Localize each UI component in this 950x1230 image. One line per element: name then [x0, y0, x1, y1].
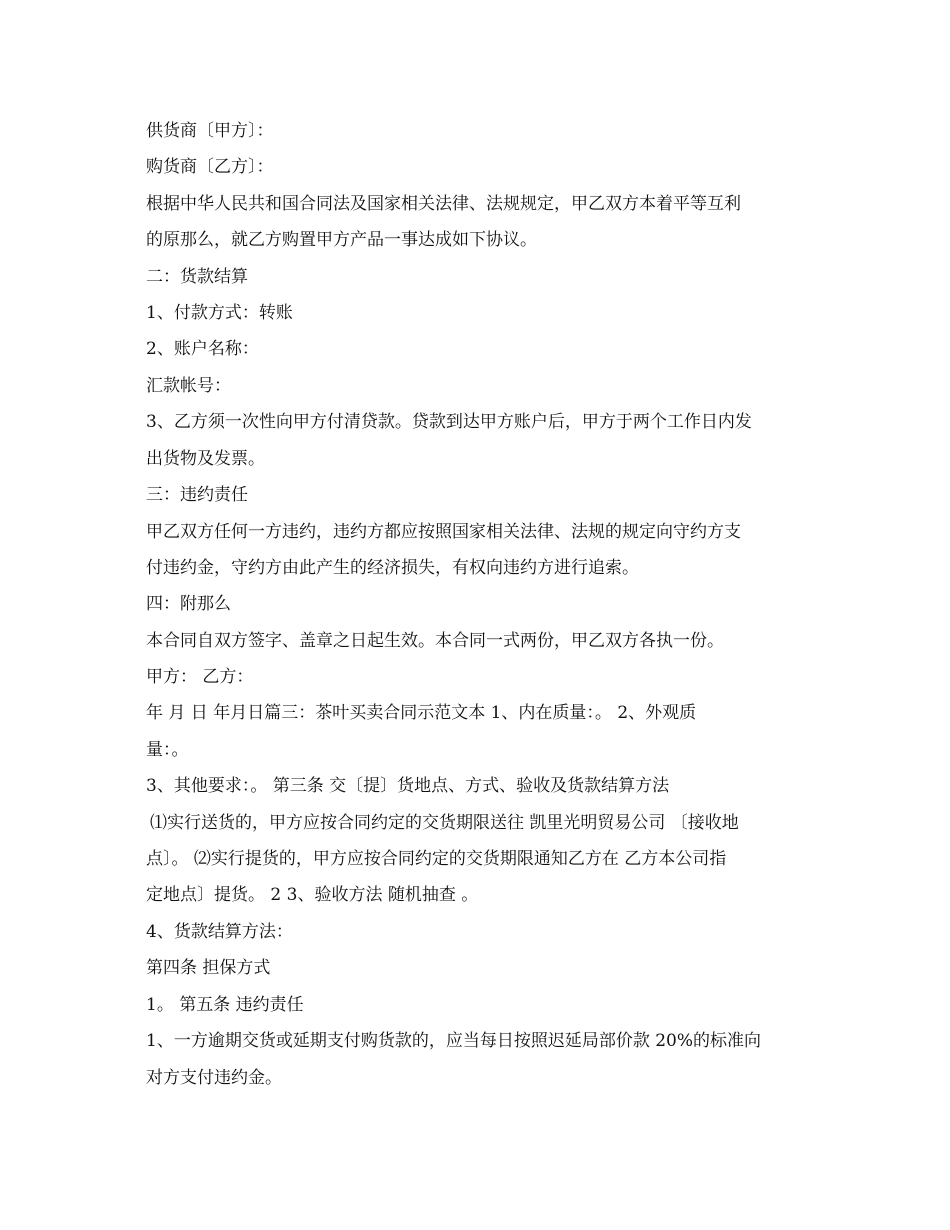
paragraph-line: 的原那么，就乙方购置甲方产品一事达成如下协议。 [146, 230, 537, 250]
paragraph-line: 1、一方逾期交货或延期支付购货款的，应当每日按照迟延局部价款 20%的标准向 [146, 1031, 762, 1051]
paragraph-line: 1。 第五条 违约责任 [146, 995, 304, 1015]
paragraph-line: ⑴实行送货的，甲方应按合同约定的交货期限送往 凯里光明贸易公司 〔接收地 [150, 813, 739, 833]
list-item: 汇款帐号： [146, 376, 231, 396]
paragraph-line: 定地点〕提货。 2 3、验收方法 随机抽查 。 [146, 885, 479, 905]
section-heading-supplementary: 四：附那么 [146, 594, 231, 614]
supplier-line: 供货商〔甲方〕： [146, 121, 274, 141]
paragraph-line: 付违约金，守约方由此产生的经济损失，有权向违约方进行追索。 [146, 558, 639, 578]
paragraph-line: 甲乙双方任何一方违约，违约方都应按照国家相关法律、法规的规定向守约方支 [146, 522, 741, 542]
list-item: 2、账户名称： [146, 339, 259, 359]
paragraph-line: 4、货款结算方法： [146, 922, 293, 942]
signature-line: 甲方： 乙方： [146, 667, 254, 687]
paragraph-line: 根据中华人民共和国合同法及国家相关法律、法规规定，甲乙双方本着平等互利 [146, 194, 741, 214]
paragraph-line: 量：。 [146, 740, 189, 760]
paragraph-line: 点〕。 ⑵实行提货的，甲方应按合同约定的交货期限通知乙方在 乙方本公司指 [146, 849, 727, 869]
date-line: 年 月 日 年月日篇三：茶叶买卖合同示范文本 1、内在质量：。 2、外观质 [146, 703, 697, 723]
purchaser-line: 购货商〔乙方〕： [146, 157, 274, 177]
section-heading-liability: 三：违约责任 [146, 485, 248, 505]
list-item: 1、付款方式：转账 [146, 303, 293, 323]
paragraph-line: 出货物及发票。 [146, 449, 265, 469]
section-heading-payment: 二：货款结算 [146, 267, 248, 287]
paragraph-line: 3、乙方须一次性向甲方付清贷款。贷款到达甲方账户后，甲方于两个工作日内发 [146, 412, 752, 432]
paragraph-line: 对方支付违约金。 [146, 1068, 282, 1088]
section-heading-guarantee: 第四条 担保方式 [146, 958, 271, 978]
paragraph-line: 本合同自双方签字、盖章之日起生效。本合同一式两份，甲乙双方各执一份。 [146, 631, 724, 651]
paragraph-line: 3、其他要求：。 第三条 交〔提〕货地点、方式、验收及货款结算方法 [146, 776, 670, 796]
